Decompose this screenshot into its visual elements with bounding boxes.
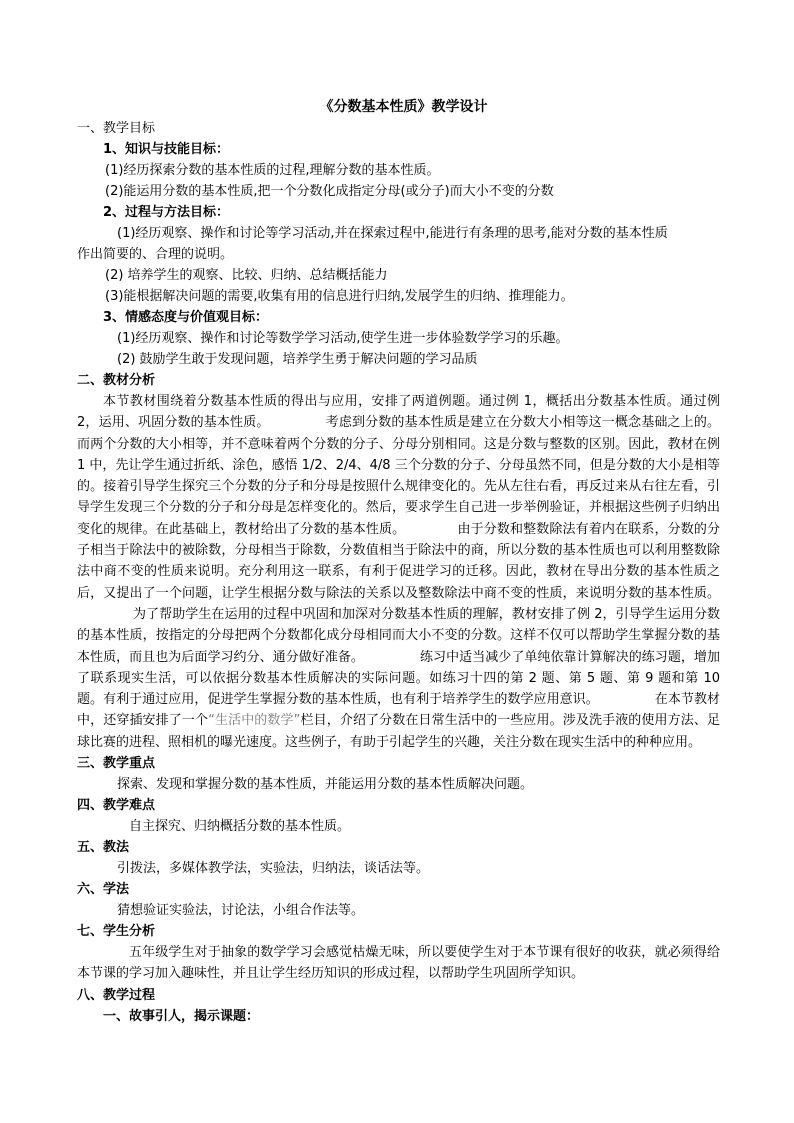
section-teaching-methods: 五、教法 [77, 840, 130, 856]
goal-item: (2) 培养学生的观察、比较、归纳、总结概括能力 [105, 268, 388, 283]
section-learning-methods: 六、学法 [77, 882, 130, 898]
section-key-points: 三、教学重点 [77, 756, 156, 772]
document-page [77, 96, 720, 1027]
subsection-process-method: 2、过程与方法目标： [103, 205, 230, 220]
teaching-methods-text: 引拨法，多媒体教学法，实验法，归纳法，谈话法等。 [117, 861, 430, 877]
subsection-knowledge-skills: 1、知识与技能目标： [103, 142, 230, 157]
section-teaching-goals: 一、教学目标 [77, 121, 156, 136]
difficult-points-text: 自主探究、归纳概括分数的基本性质。 [129, 819, 351, 835]
analysis-sentence: 由于分数和整数除法有着内在联系，分数的分子相当于除法中的被除数，分母相当于除数，分数值相当于除法中的商，所以分数的基本性质也可以利用整数除法中商不变的性质来说明。充分利用这一联系，有利于促进学习的迁移。因此，教材在导出分数的基本性质之后，又提出了一个问题，让学生根据分数与除法的关系以及整数除法中商不变的性质，来说明分数的基本性质。 [77, 521, 720, 601]
goal-item: (3)能根据解决问题的需要,收集有用的信息进行归纳,发展学生的归纳、推理能力。 [105, 289, 574, 304]
section-teaching-process: 八、教学过程 [77, 987, 156, 1003]
section-student-analysis: 七、学生分析 [77, 924, 156, 940]
document-title: 《分数基本性质》教学设计 [319, 99, 488, 115]
material-analysis-paragraph [77, 391, 720, 753]
goal-item: (2) 鼓励学生敢于发现问题，培养学生勇于解决问题的学习品质 [117, 352, 478, 367]
goal-item-continued: 作出简要的、合理的说明。 [77, 247, 234, 262]
section-difficult-points: 四、教学难点 [77, 798, 156, 814]
column-name-quote: “生活中的数学” [208, 713, 301, 729]
analysis-sentence: 为了帮助学生在运用的过程中巩固和加深对分数基本性质的理解，教材安排了例 2，引导学生运用分数的基本性质，按指定的分母把两个分数都化成分母相同而大小不变的分数。这样不仅可以帮助学生掌握分数的基本性质，而且也为后面学习约分、通分做好准备。 [77, 606, 720, 665]
goal-item: (1)经历观察、操作和讨论等数学学习活动,使学生进一步体验数学学习的乐趣。 [117, 331, 569, 346]
analysis-sentence: 栏目，介绍了分数在日常生活中的一些应用。涉及洗手液的使用方法、足球比赛的进程、照相机的曝光速度。这些例子，有助于引起学生的兴趣，关注分数在现实生活中的种种应用。 [77, 713, 720, 750]
key-points-text: 探索、发现和掌握分数的基本性质，并能运用分数的基本性质解决问题。 [117, 777, 534, 793]
goal-item: (1)经历观察、操作和讨论等学习活动,并在探索过程中,能进行有条理的思考,能对分数的基本性质 [117, 226, 668, 241]
analysis-sentence: 练习中适当减少了单纯依靠计算解决的练习题，增加了联系现实生活，可以依据分数基本性质解决的实际问题。如练习十四的第 2 题、第 5 题、第 9 题和第 10 题。有利于通过应用，促进学生掌握分数的基本性质，也有利于培养学生的数学应用意识。 [77, 649, 720, 708]
goal-item: (1)经历探索分数的基本性质的过程,理解分数的基本性质。 [105, 163, 440, 178]
student-analysis-paragraph: 五年级学生对于抽象的数学学习会感觉枯燥无味，所以要使学生对于本节课有很好的收获，就必须得给本节课的学习加入趣味性，并且让学生经历知识的形成过程，以帮助学生巩固所学知识。 [77, 945, 720, 982]
analysis-sentence: 在本节教材中，还穿插安排了一个 [77, 692, 720, 729]
analysis-sentence: 考虑到分数的基本性质是建立在分数大小相等这一概念基础之上的。而两个分数的大小相等，并不意味着两个分数的分子、分母分别相同。这是分数与整数的区别。因此，教材在例 1 中，先让学生通过折纸、涂色，感悟 1/2、2/4、4/8 三个分数的分子、分母虽然不同，但是分数的大小是相等的。接着引导学生探究三个分数的分子和分母是按照什么规律变化的。先从左往右看，再反过来从右往左看，引导学生发现三个分数的分子和分母是怎样变化的。然后，要求学生自己进一步举例验证，并根据这些例子归纳出变化的规律。在此基础上，教材给出了分数的基本性质。 [77, 415, 720, 537]
learning-methods-text: 猜想验证实验法，讨论法，小组合作法等。 [117, 903, 365, 919]
subsection-story-intro: 一、故事引人，揭示课题： [103, 1008, 260, 1024]
analysis-sentence: 本节教材围绕着分数基本性质的得出与应用，安排了两道例题。通过例 1，概括出分数基本性质。通过例 2，运用、巩固分数的基本性质。 [77, 394, 720, 431]
section-material-analysis: 二、教材分析 [77, 373, 156, 388]
goal-item: (2)能运用分数的基本性质,把一个分数化成指定分母(或分子)而大小不变的分数 [105, 184, 554, 199]
subsection-emotion-values: 3、情感态度与价值观目标： [103, 310, 269, 325]
